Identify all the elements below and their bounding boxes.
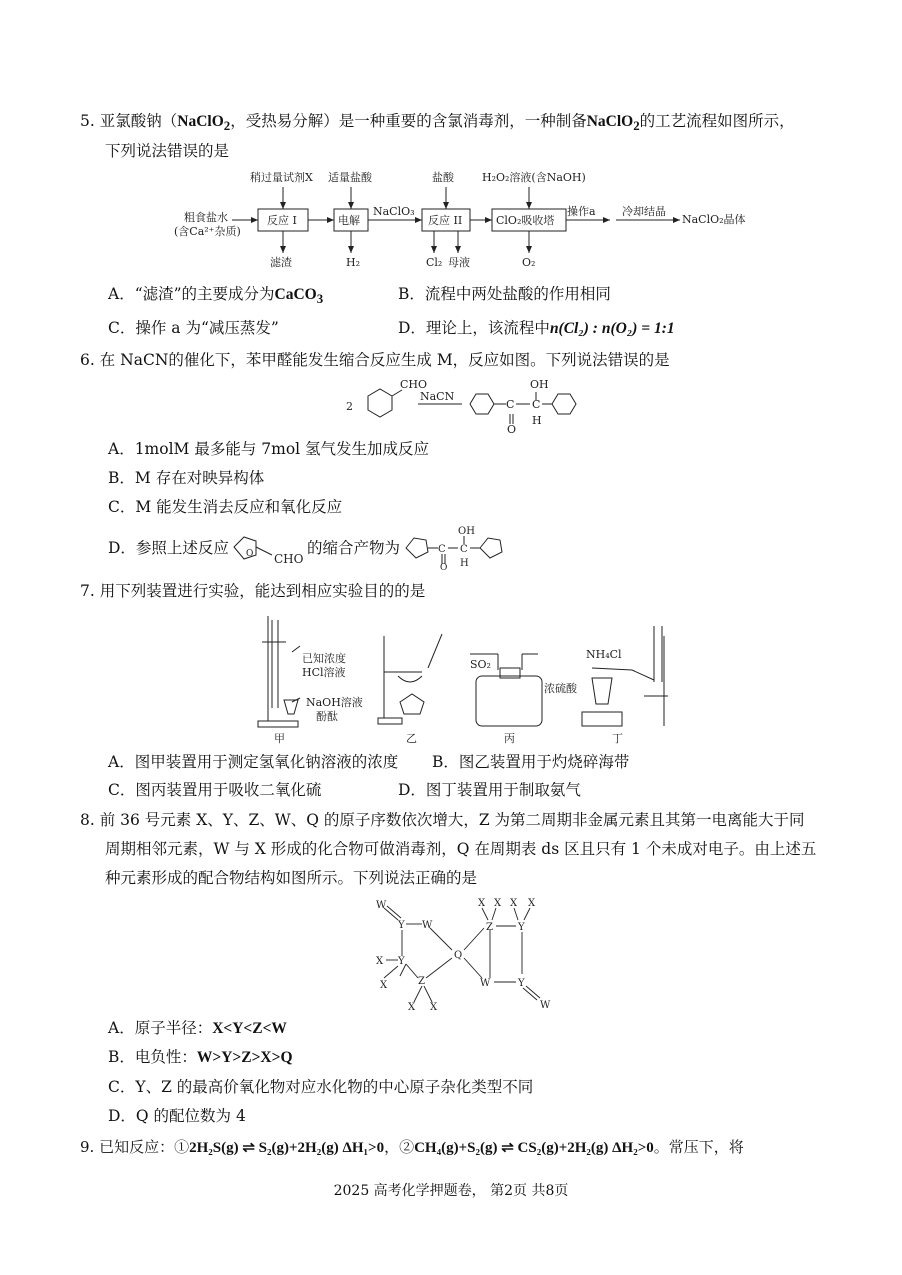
subscript: 2 — [633, 118, 640, 134]
formula-ratio: n(Cl₂) : n(O₂) = 1:1 — [549, 320, 675, 337]
q6-stem — [80, 349, 670, 371]
flow-box-4-label: ClO₂吸收塔 — [496, 214, 555, 227]
q5-option-a — [108, 283, 323, 310]
flow-bot-4: 母液 — [448, 256, 470, 269]
formula-caco3: CaCO — [274, 286, 317, 303]
q6-product-diagram — [400, 522, 510, 570]
app-acid: 浓硫酸 — [544, 682, 577, 695]
q8-option-d: D．Q 的配位数为 4 — [108, 1107, 246, 1125]
q5-text-b: ，受热易分解）是一种重要的含氯消毒剂，一种制备 — [230, 112, 587, 130]
subscript: 3 — [316, 291, 324, 307]
formula-naclo2: NaClO — [177, 113, 224, 130]
atom-x: X — [376, 956, 384, 967]
q9-reaction-1: 2H₂S(g) ⇌ S₂(g)+2H₂(g) ΔH₁>0 — [189, 1140, 385, 1156]
flow-start-2: (含Ca²⁺杂质) — [174, 225, 241, 238]
atom-z: Z — [486, 922, 493, 933]
q9-number: 9. — [80, 1138, 95, 1156]
q8-stem-line3: 种元素形成的配合物结构如图所示。下列说法正确的是 — [105, 869, 478, 887]
q8-stem-line2: 周期相邻元素，W 与 X 形成的化合物可做消毒剂，Q 在周期表 ds 区且只有 1 个未成对电子。由上述五 — [105, 840, 817, 858]
q5-stem-line2: 下列说法错误的是 — [105, 142, 230, 160]
q8-option-b-formula: W>Y>Z>X>Q — [196, 1049, 293, 1066]
flow-top-hcl1: 适量盐酸 — [328, 171, 372, 184]
q5-option-d — [398, 317, 675, 340]
flow-bot-5: O₂ — [522, 256, 536, 269]
furan-o: O — [246, 549, 254, 559]
atom-y: Y — [518, 922, 525, 933]
atom-x: X — [528, 898, 536, 909]
flow-bot-1: 滤渣 — [270, 256, 292, 269]
q7-option-d: D．图丁装置用于制取氨气 — [398, 781, 581, 799]
q7-text: 用下列装置进行实验，能达到相应实验目的的是 — [99, 582, 426, 600]
q7-option-b: B．图乙装置用于灼烧碎海带 — [432, 753, 630, 771]
flow-op: 操作a — [567, 205, 596, 218]
app-label-2: 乙 — [406, 732, 417, 745]
q8-option-a-formula: X<Y<Z<W — [212, 1020, 287, 1037]
app-nh4cl: NH₄Cl — [586, 648, 622, 661]
rx-o: O — [507, 423, 517, 434]
flow-box-2-label: 电解 — [338, 214, 360, 227]
q8-option-b-text: B．电负性： — [108, 1048, 197, 1066]
q6-option-a: A．1molM 最多能与 7mol 氢气发生加成反应 — [108, 440, 430, 458]
flow-end: NaClO₂晶体 — [682, 213, 746, 226]
rx-cho: CHO — [400, 378, 428, 391]
q9-text-c: 。常压下，将 — [653, 1138, 744, 1156]
atom-z: Z — [418, 976, 425, 987]
q9-text-b: ，② — [384, 1138, 415, 1156]
atom-y: Y — [398, 956, 405, 967]
rx-oh: OH — [530, 378, 549, 391]
q8-complex-structure — [370, 898, 560, 1010]
app-l3: NaOH溶液 — [306, 696, 363, 709]
q5-number: 5. — [80, 112, 95, 130]
q5-text-a: 亚氯酸钠（ — [99, 112, 178, 130]
q8-stem-line1 — [80, 809, 805, 831]
atom-x: X — [408, 1002, 416, 1010]
atom-x: X — [380, 980, 388, 991]
q8-number: 8. — [80, 811, 95, 829]
app-so2: SO₂ — [470, 658, 491, 671]
q5-stem-line1 — [80, 110, 795, 137]
q6-option-d-text-1: D．参照上述反应 — [108, 539, 229, 557]
flow-bot-3: Cl₂ — [426, 256, 443, 269]
rx-c2: C — [532, 398, 541, 411]
q8-option-a-text: A．原子半径： — [108, 1019, 213, 1037]
q7-option-a: A．图甲装置用于测定氢氧化钠溶液的浓度 — [108, 753, 399, 771]
app-label-1: 甲 — [274, 732, 285, 745]
rx-c1: C — [506, 398, 515, 411]
rx-h: H — [532, 414, 542, 427]
furfural-cho: CHO — [274, 552, 304, 566]
q8-option-c: C．Y、Z 的最高价氧化物对应水化物的中心原子杂化类型不同 — [108, 1078, 534, 1096]
q6-option-c: C．M 能发生消去反应和氧化反应 — [108, 498, 343, 516]
flow-cool: 冷却结晶 — [622, 205, 666, 218]
q7-option-c: C．图丙装置用于吸收二氧化硫 — [108, 781, 322, 799]
q9-stem — [80, 1136, 744, 1159]
q6-text: 在 NaCN的催化下，苯甲醛能发生缩合反应生成 M，反应如图。下列说法错误的是 — [99, 351, 670, 369]
q5-option-b: B．流程中两处盐酸的作用相同 — [398, 285, 611, 303]
flow-start-1: 粗食盐水 — [184, 211, 228, 224]
app-label-3: 丙 — [504, 732, 515, 745]
q6-number: 6. — [80, 351, 95, 369]
atom-x: X — [430, 1002, 438, 1010]
atom-x: X — [494, 898, 502, 909]
flow-bot-2: H₂ — [346, 256, 361, 269]
app-l1: 已知浓度 — [302, 652, 346, 665]
q8-text-1: 前 36 号元素 X、Y、Z、W、Q 的原子序数依次增大，Z 为第二周期非金属元素且其第一电离能大于同 — [99, 811, 805, 829]
flow-top-hcl2: 盐酸 — [432, 171, 454, 184]
q6-furfural-diagram — [226, 525, 316, 567]
q5-flow-diagram — [170, 165, 790, 275]
product-oh: OH — [458, 526, 475, 537]
subscript: 2 — [223, 118, 231, 134]
app-label-4: 丁 — [612, 732, 623, 745]
q5-text-c: 的工艺流程如图所示， — [639, 112, 795, 130]
atom-w: W — [422, 920, 433, 931]
q6-reaction-diagram — [340, 372, 590, 434]
flow-box-1-label: 反应 I — [267, 214, 297, 227]
atom-w: W — [540, 1000, 551, 1010]
flow-mid: NaClO₃ — [373, 205, 415, 218]
q9-reaction-2: CH₄(g)+S₂(g) ⇌ CS₂(g)+2H₂(g) ΔH₂>0 — [414, 1140, 654, 1156]
flow-top-h2o2: H₂O₂溶液(含NaOH) — [482, 171, 586, 184]
atom-x: X — [510, 898, 518, 909]
atom-w: W — [376, 900, 387, 911]
q5-option-d-text: D．理论上，该流程中 — [398, 319, 550, 337]
product-c2: C — [460, 544, 468, 555]
atom-x: X — [478, 898, 486, 909]
q8-option-b — [108, 1046, 293, 1069]
atom-q: Q — [454, 950, 463, 961]
product-o: O — [440, 563, 448, 570]
rx-cat: NaCN — [420, 390, 455, 403]
formula-naclo2: NaClO — [586, 113, 634, 130]
flow-top-x: 稍过量试剂X — [250, 171, 313, 184]
atom-w: W — [480, 978, 491, 989]
app-l2: HCl溶液 — [302, 666, 346, 679]
q5-option-a-text: A．“滤渣”的主要成分为 — [108, 285, 275, 303]
atom-y: Y — [518, 978, 525, 989]
q9-text-a: 已知反应：① — [99, 1138, 190, 1156]
q7-stem — [80, 580, 425, 602]
product-c1: C — [438, 544, 446, 555]
product-h: H — [460, 558, 469, 569]
app-l4: 酚酞 — [316, 710, 338, 723]
q6-option-b: B．M 存在对映异构体 — [108, 469, 265, 487]
q6-option-d-text-2: 的缩合产物为 — [306, 539, 400, 557]
q7-apparatus-diagram — [248, 606, 688, 746]
page-footer: 2025 高考化学押题卷， 第2页 共8页 — [333, 1183, 569, 1199]
atom-y: Y — [398, 920, 405, 931]
q5-option-c: C．操作 a 为“减压蒸发” — [108, 319, 279, 337]
rx-coef: 2 — [346, 400, 353, 413]
flow-box-3-label: 反应 II — [428, 214, 463, 227]
q7-number: 7. — [80, 582, 95, 600]
q8-option-a — [108, 1017, 287, 1040]
